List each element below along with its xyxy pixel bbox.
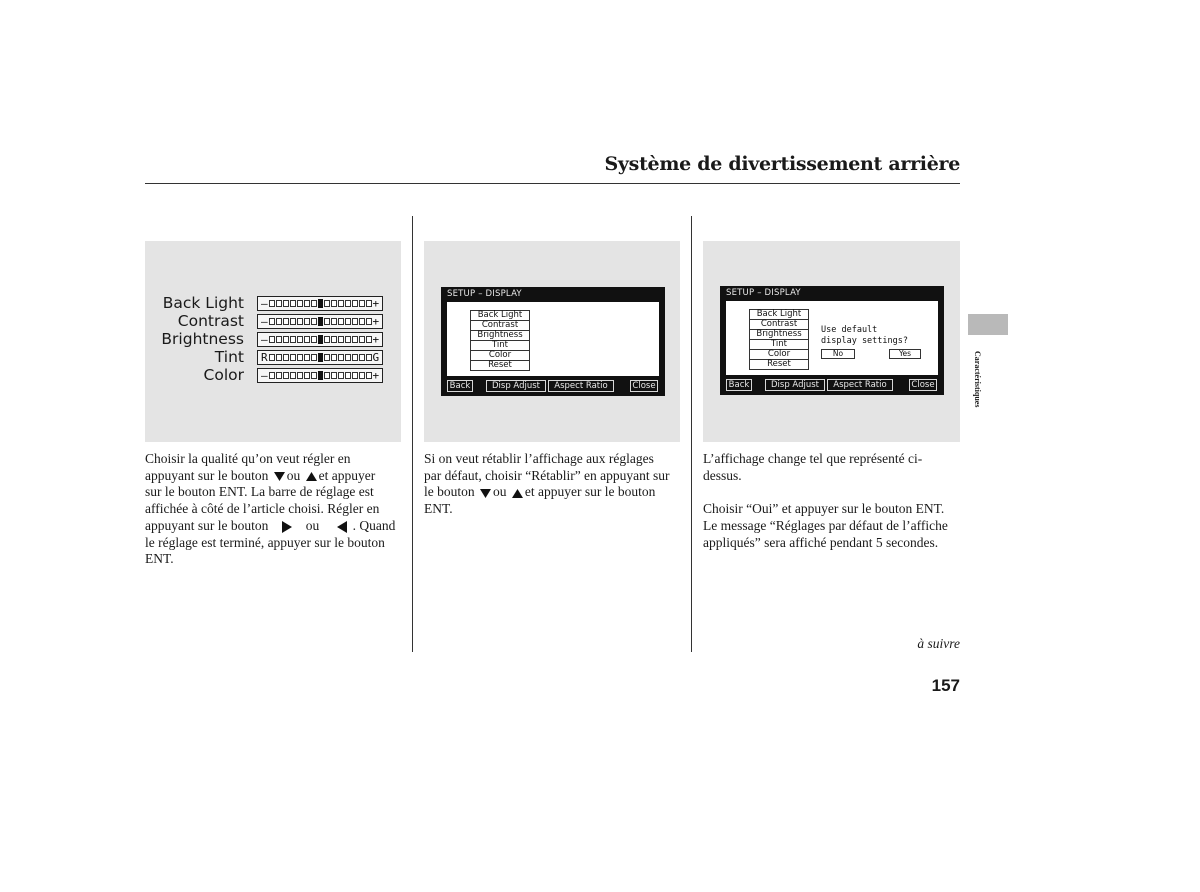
- screen-title: SETUP – DISPLAY: [726, 288, 801, 298]
- level-marker: [318, 353, 323, 362]
- menu-item-brightness[interactable]: Brightness: [470, 330, 530, 341]
- level-cell: [338, 318, 344, 325]
- down-arrow-icon: [274, 472, 285, 481]
- adjust-bar[interactable]: [257, 314, 383, 329]
- page-title: Système de divertissement arrière: [604, 153, 960, 175]
- adjust-label: Brightness: [161, 330, 244, 348]
- level-marker: [318, 335, 323, 344]
- level-marker: [318, 371, 323, 380]
- bar-right-symbol: +: [372, 297, 380, 310]
- text-line: ENT.: [424, 501, 453, 517]
- bar-left-symbol: —: [260, 297, 268, 310]
- figure-adjustment-bars: [145, 241, 401, 442]
- level-cell: [276, 318, 282, 325]
- menu-item-brightness[interactable]: Brightness: [749, 329, 809, 340]
- level-cell: [283, 300, 289, 307]
- softkey-disp-adjust[interactable]: Disp Adjust: [486, 380, 546, 392]
- softkey-aspect-ratio[interactable]: Aspect Ratio: [827, 379, 893, 391]
- level-cell: [311, 300, 317, 307]
- column-1-text: [145, 451, 403, 568]
- level-cell: [338, 354, 344, 361]
- bar-left-symbol: R: [260, 351, 268, 364]
- menu-item-tint[interactable]: Tint: [470, 340, 530, 351]
- menu-item-back-light[interactable]: Back Light: [470, 310, 530, 321]
- adjust-bar[interactable]: [257, 368, 383, 383]
- level-cell: [269, 336, 275, 343]
- screen-panel: [726, 301, 938, 375]
- adjust-label: Color: [203, 366, 244, 384]
- text-line: le réglage est terminé, appuyer sur le bouton: [145, 534, 385, 550]
- confirm-prompt: [821, 325, 908, 347]
- level-cell: [311, 318, 317, 325]
- screen-title: SETUP – DISPLAY: [447, 289, 522, 299]
- level-cell: [269, 354, 275, 361]
- adjust-label: Contrast: [177, 312, 244, 330]
- level-cell: [324, 372, 330, 379]
- menu-item-contrast[interactable]: Contrast: [470, 320, 530, 331]
- display-screen: [441, 287, 665, 396]
- text-line: appuyant sur le bouton ou et appuyer: [145, 467, 376, 483]
- level-cell: [290, 372, 296, 379]
- figure-setup-display: [424, 241, 680, 442]
- text-line: Choisir la qualité qu’on veut régler en: [145, 451, 351, 466]
- level-marker: [318, 299, 323, 308]
- level-cell: [345, 336, 351, 343]
- down-arrow-icon: [480, 489, 491, 498]
- adjust-label: Tint: [214, 348, 244, 366]
- menu-item-reset[interactable]: Reset: [470, 360, 530, 371]
- level-cell: [269, 372, 275, 379]
- level-cell: [304, 318, 310, 325]
- text-line: appliqués” sera affiché pendant 5 secondes.: [703, 534, 939, 550]
- level-cell: [297, 354, 303, 361]
- figure-default-settings: [703, 241, 960, 442]
- level-cell: [359, 372, 365, 379]
- level-cell: [359, 318, 365, 325]
- bar-left-symbol: —: [260, 333, 268, 346]
- level-cell: [269, 318, 275, 325]
- menu-item-color[interactable]: Color: [749, 349, 809, 360]
- column-3-text: [703, 451, 961, 551]
- menu-item-tint[interactable]: Tint: [749, 339, 809, 350]
- level-cell: [276, 300, 282, 307]
- page-number: 157: [931, 676, 960, 695]
- level-cell: [304, 336, 310, 343]
- level-cell: [324, 336, 330, 343]
- level-cell: [311, 336, 317, 343]
- level-cell: [331, 318, 337, 325]
- display-screen-confirm: [720, 286, 944, 395]
- text-line: Choisir “Oui” et appuyer sur le bouton ENT.: [703, 501, 945, 517]
- level-cell: [345, 318, 351, 325]
- level-cell: [297, 372, 303, 379]
- level-cell: [304, 354, 310, 361]
- level-cell: [331, 300, 337, 307]
- bar-right-symbol: +: [372, 315, 380, 328]
- title-rule: [145, 183, 960, 184]
- level-cell: [345, 300, 351, 307]
- no-button[interactable]: No: [821, 349, 855, 359]
- text-line: dessus.: [703, 467, 742, 483]
- text-line: le bouton ou et appuyer sur le bouton: [424, 484, 656, 500]
- yes-button[interactable]: Yes: [889, 349, 921, 359]
- menu-item-back-light[interactable]: Back Light: [749, 309, 809, 320]
- level-cell: [283, 354, 289, 361]
- bar-left-symbol: —: [260, 315, 268, 328]
- level-cell: [352, 300, 358, 307]
- level-cell: [304, 300, 310, 307]
- continued-note: à suivre: [917, 636, 960, 651]
- level-cell: [352, 372, 358, 379]
- level-cell: [324, 300, 330, 307]
- prompt-line-2: display settings?: [821, 336, 908, 346]
- level-cell: [276, 354, 282, 361]
- level-cell: [283, 336, 289, 343]
- level-cell: [352, 318, 358, 325]
- bar-right-symbol: G: [372, 351, 380, 364]
- text-line: affichée à côté de l’article choisi. Régler en: [145, 501, 380, 517]
- up-arrow-icon: [512, 489, 523, 498]
- bar-left-symbol: —: [260, 369, 268, 382]
- prompt-line-1: Use default: [821, 325, 878, 335]
- text-line: Le message “Réglages par défaut de l’affiche: [703, 517, 948, 533]
- paragraph: [703, 501, 961, 551]
- left-arrow-icon: [337, 521, 347, 533]
- level-cell: [331, 372, 337, 379]
- adjust-bar[interactable]: [257, 332, 383, 347]
- level-cell: [359, 354, 365, 361]
- adjust-bar[interactable]: [257, 296, 383, 311]
- softkey-back[interactable]: Back: [447, 380, 473, 392]
- menu-item-contrast[interactable]: Contrast: [749, 319, 809, 330]
- level-cell: [297, 318, 303, 325]
- level-cell: [311, 372, 317, 379]
- setup-menu: [470, 311, 530, 371]
- level-cell: [345, 372, 351, 379]
- text-line: appuyant sur le bouton ou . Quand: [145, 517, 396, 533]
- column-divider-1: [412, 216, 413, 652]
- up-arrow-icon: [306, 472, 317, 481]
- level-cell: [297, 336, 303, 343]
- text-line: ENT.: [145, 551, 174, 567]
- menu-item-color[interactable]: Color: [470, 350, 530, 361]
- level-cell: [331, 336, 337, 343]
- softkey-aspect-ratio[interactable]: Aspect Ratio: [548, 380, 614, 392]
- right-arrow-icon: [282, 521, 292, 533]
- menu-item-reset[interactable]: Reset: [749, 359, 809, 370]
- level-cell: [338, 372, 344, 379]
- softkey-close[interactable]: Close: [630, 380, 658, 392]
- level-cell: [283, 372, 289, 379]
- level-cell: [324, 354, 330, 361]
- level-cell: [324, 318, 330, 325]
- level-cell: [290, 300, 296, 307]
- level-cell: [290, 336, 296, 343]
- level-cell: [269, 300, 275, 307]
- text-line: par défaut, choisir “Rétablir” en appuyant sur: [424, 467, 670, 483]
- level-cell: [297, 300, 303, 307]
- paragraph: [703, 451, 961, 484]
- level-cell: [276, 336, 282, 343]
- level-cell: [352, 354, 358, 361]
- level-cell: [345, 354, 351, 361]
- level-cell: [338, 300, 344, 307]
- text-line: Si on veut rétablir l’affichage aux réglages: [424, 451, 654, 466]
- bar-right-symbol: +: [372, 333, 380, 346]
- level-cell: [359, 336, 365, 343]
- level-marker: [318, 317, 323, 326]
- adjust-label: Back Light: [162, 294, 244, 312]
- bar-right-symbol: +: [372, 369, 380, 382]
- screen-panel: [447, 302, 659, 376]
- column-divider-2: [691, 216, 692, 652]
- softkey-close[interactable]: Close: [909, 379, 937, 391]
- level-cell: [338, 336, 344, 343]
- level-cell: [304, 372, 310, 379]
- level-cell: [311, 354, 317, 361]
- softkey-back[interactable]: Back: [726, 379, 752, 391]
- setup-menu: [749, 310, 809, 370]
- text-line: L’affichage change tel que représenté ci-: [703, 451, 923, 466]
- text-line: sur le bouton ENT. La barre de réglage est: [145, 484, 374, 500]
- level-cell: [359, 300, 365, 307]
- level-cell: [283, 318, 289, 325]
- level-cell: [331, 354, 337, 361]
- level-cell: [276, 372, 282, 379]
- column-2-text: [424, 451, 682, 518]
- level-cell: [290, 318, 296, 325]
- level-cell: [352, 336, 358, 343]
- section-tab: [968, 314, 1008, 335]
- section-label: Caractéristiques: [973, 351, 982, 408]
- level-cell: [290, 354, 296, 361]
- adjust-bar[interactable]: [257, 350, 383, 365]
- softkey-disp-adjust[interactable]: Disp Adjust: [765, 379, 825, 391]
